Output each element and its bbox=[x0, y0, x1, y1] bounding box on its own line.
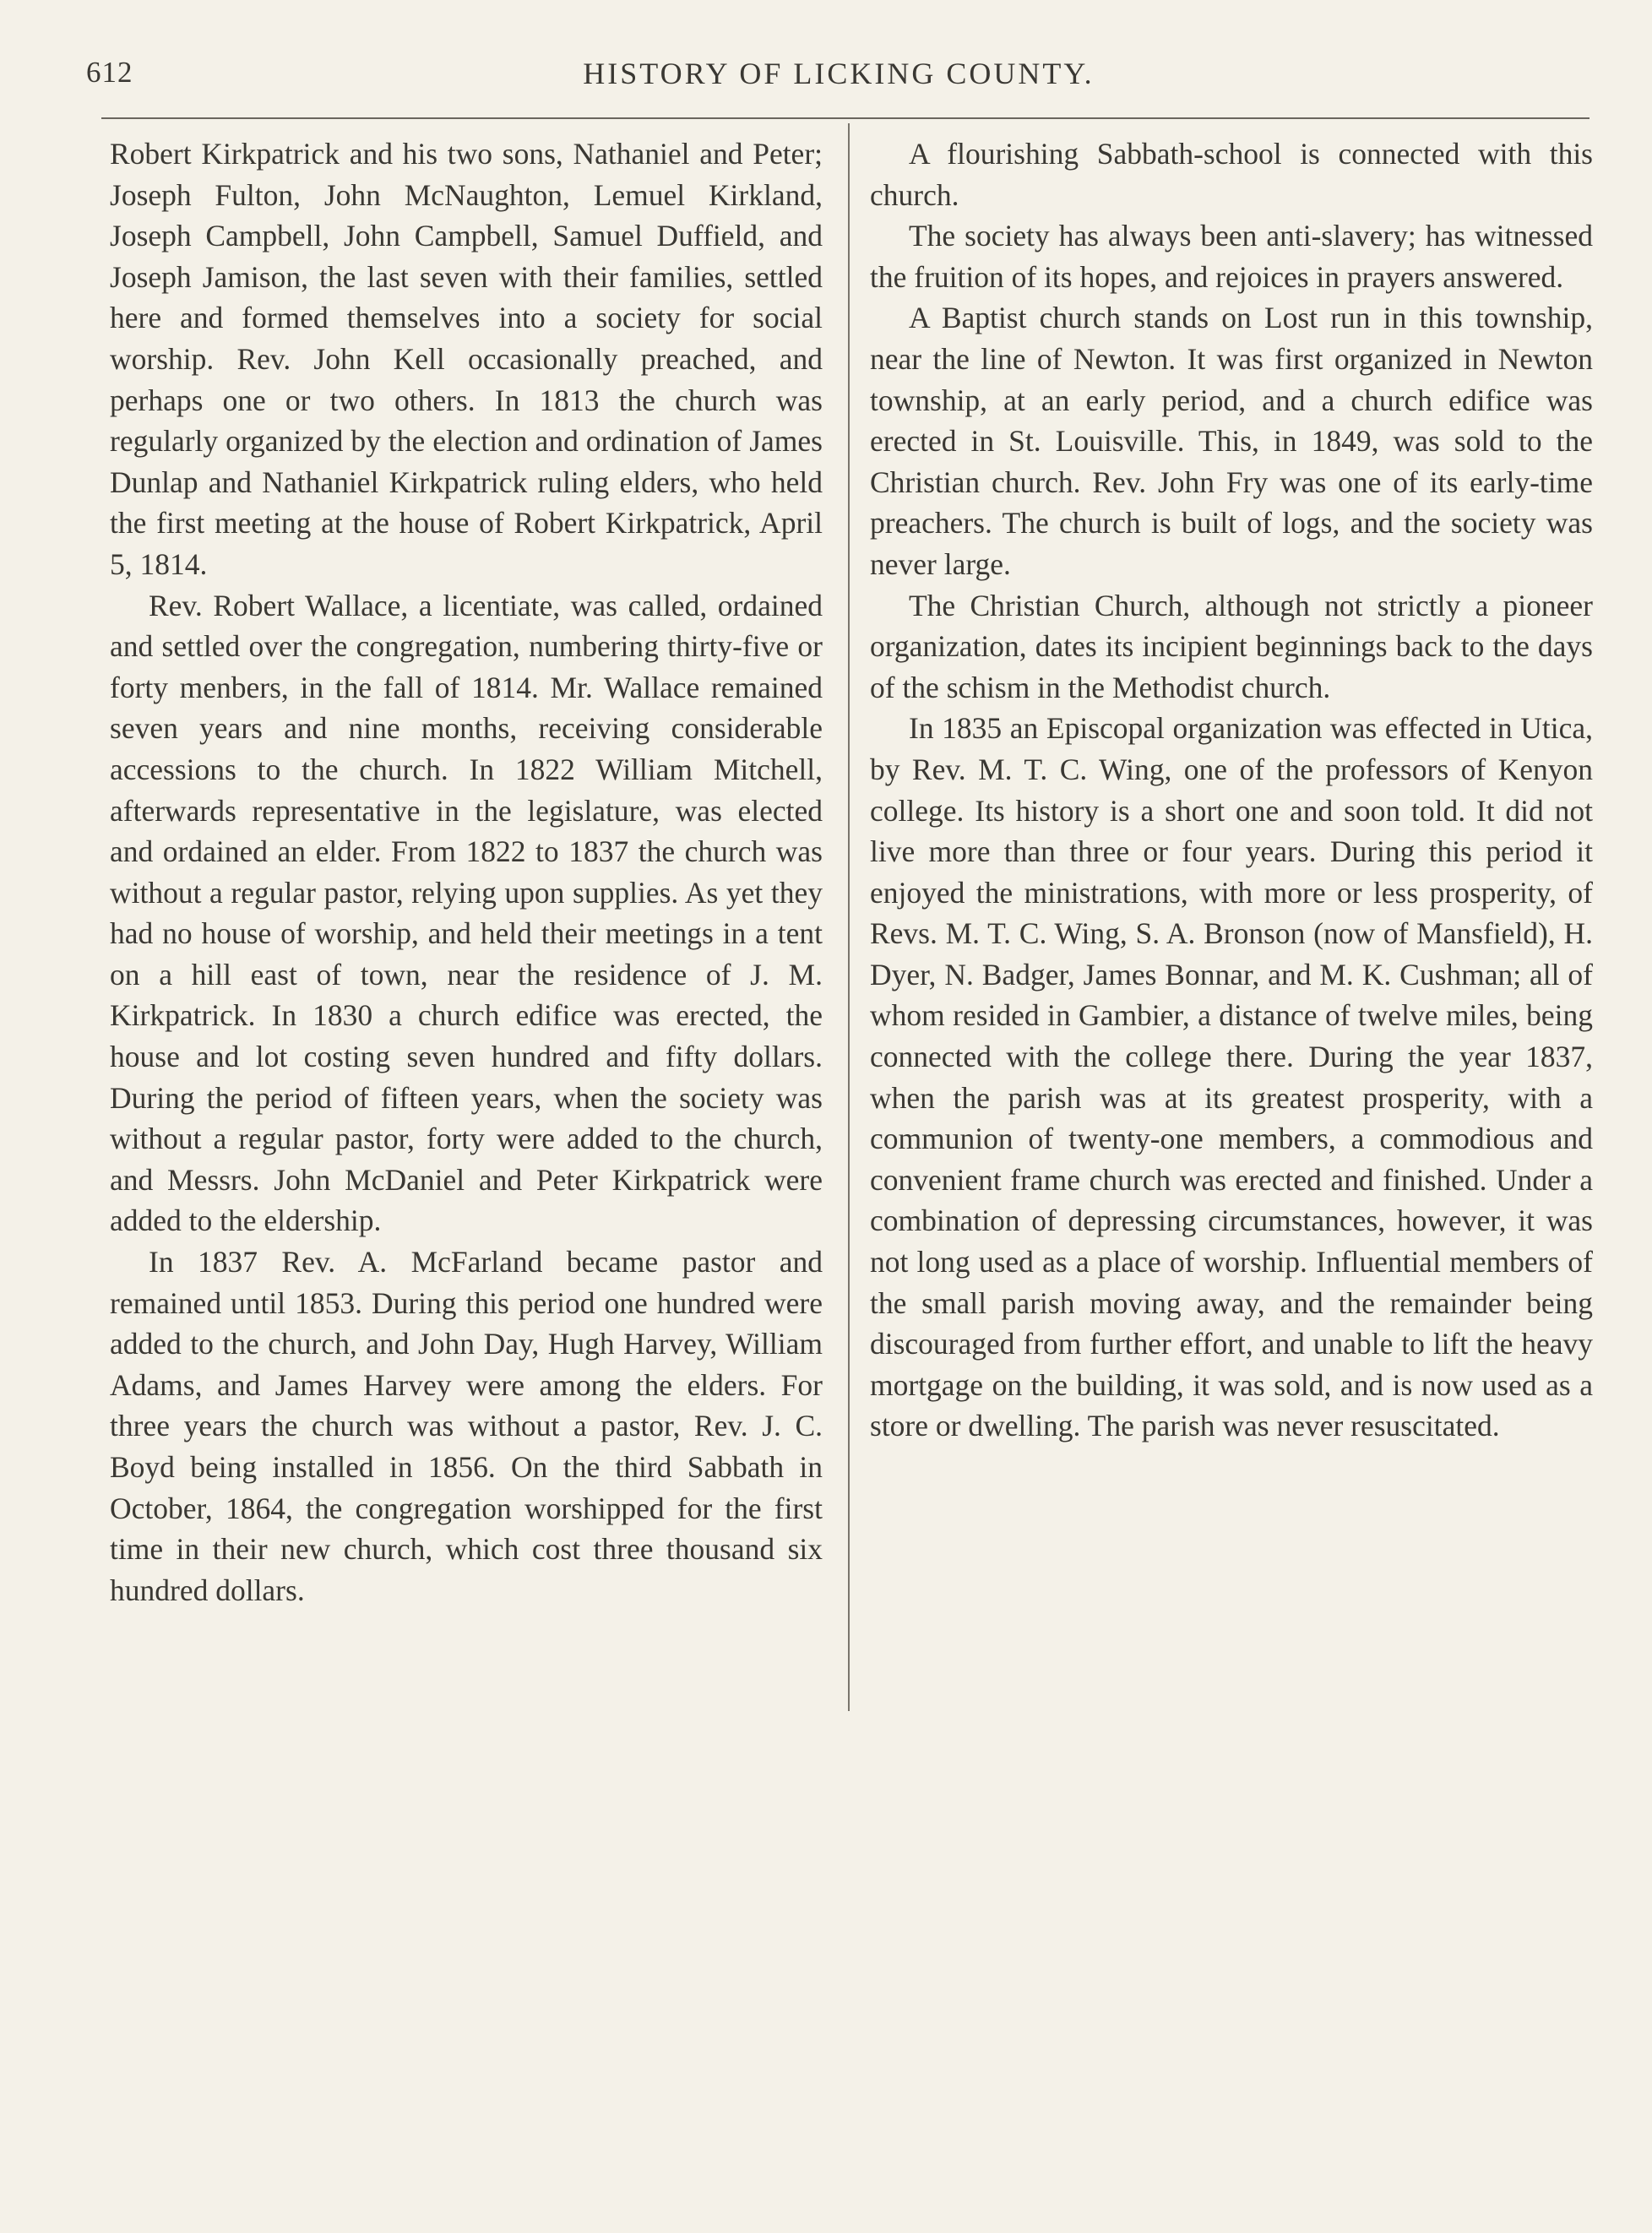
paragraph: A flourishing Sabbath-school is connected with this church. bbox=[870, 137, 1593, 212]
right-column bbox=[870, 133, 1593, 1447]
paragraph: Robert Kirkpatrick and his two sons, Nathaniel and Peter; Joseph Fulton, John McNaughton, Lemuel Kirkland, Joseph Campbell, John Campbell, Samuel Duffield, and Joseph Jamison, the last seven with their families, settled here and formed themselves into a society for social worship. Rev. John Kell occasionally preached, and perhaps one or two others. In 1813 the church was regularly organized by the election and ordination of James Dunlap and Nathaniel Kirkpatrick ruling elders, who held the first meeting at the house of Robert Kirkpatrick, April 5, 1814. bbox=[110, 137, 823, 581]
paragraph: The society has always been anti-slavery; has witnessed the fruition of its hopes, and rejoices in prayers answered. bbox=[870, 219, 1593, 294]
paragraph: Rev. Robert Wallace, a licentiate, was called, ordained and settled over the congregation, numbering thirty-five or forty menbers, in the fall of 1814. Mr. Wallace remained seven years and nine months, receiving considerable accessions to the church. In 1822 William Mitchell, afterwards representative in the legislature, was elected and ordained an elder. From 1822 to 1837 the church was without a regular pastor, relying upon supplies. As yet they had no house of worship, and held their meetings in a tent on a hill east of town, near the residence of J. M. Kirkpatrick. In 1830 a church edifice was erected, the house and lot costing seven hundred and fifty dollars. During the period of fifteen years, when the society was without a regular pastor, forty were added to the church, and Messrs. John McDaniel and Peter Kirkpatrick were added to the eldership. bbox=[110, 588, 823, 1238]
paragraph: The Christian Church, although not strictly a pioneer organization, dates its incipient beginnings back to the days of the schism in the Methodist church. bbox=[870, 588, 1593, 704]
paragraph: In 1837 Rev. A. McFarland became pastor and remained until 1853. During this period one hundred were added to the church, and John Day, Hugh Harvey, William Adams, and James Harvey were among the elders. For three years the church was without a pastor, Rev. J. C. Boyd being installed in 1856. On the third Sabbath in October, 1864, the congregation worshipped for the first time in their new church, which cost three thousand six hundred dollars. bbox=[110, 1245, 823, 1607]
column-divider bbox=[848, 123, 850, 1711]
header-rule bbox=[101, 117, 1590, 119]
running-title: HISTORY OF LICKING COUNTY. bbox=[583, 57, 1095, 90]
left-column bbox=[110, 133, 823, 1611]
page-number: 612 bbox=[86, 56, 133, 89]
paragraph: A Baptist church stands on Lost run in this township, near the line of Newton. It was first organized in Newton township, at an early period, and a church edifice was erected in St. Louisville. This, in 1849, was sold to the Christian church. Rev. John Fry was one of its early-time preachers. The church is built of logs, and the society was never large. bbox=[870, 301, 1593, 581]
paragraph: In 1835 an Episcopal organization was effected in Utica, by Rev. M. T. C. Wing, one of the professors of Kenyon college. Its history is a short one and soon told. It did not live more than three or four years. During this period it enjoyed the ministrations, with more or less prosperity, of Revs. M. T. C. Wing, S. A. Bronson (now of Mansfield), H. Dyer, N. Badger, James Bonnar, and M. K. Cushman; all of whom resided in Gambier, a distance of twelve miles, being connected with the college there. During the year 1837, when the parish was at its greatest prosperity, with a communion of twenty-one members, a commodious and convenient frame church was erected and finished. Under a combination of depressing circumstances, however, it was not long used as a place of worship. Influential members of the small parish moving away, and the remainder being discouraged from further effort, and unable to lift the heavy mortgage on the building, it was sold, and is now used as a store or dwelling. The parish was never resuscitated. bbox=[870, 711, 1593, 1443]
running-head bbox=[86, 56, 1591, 98]
